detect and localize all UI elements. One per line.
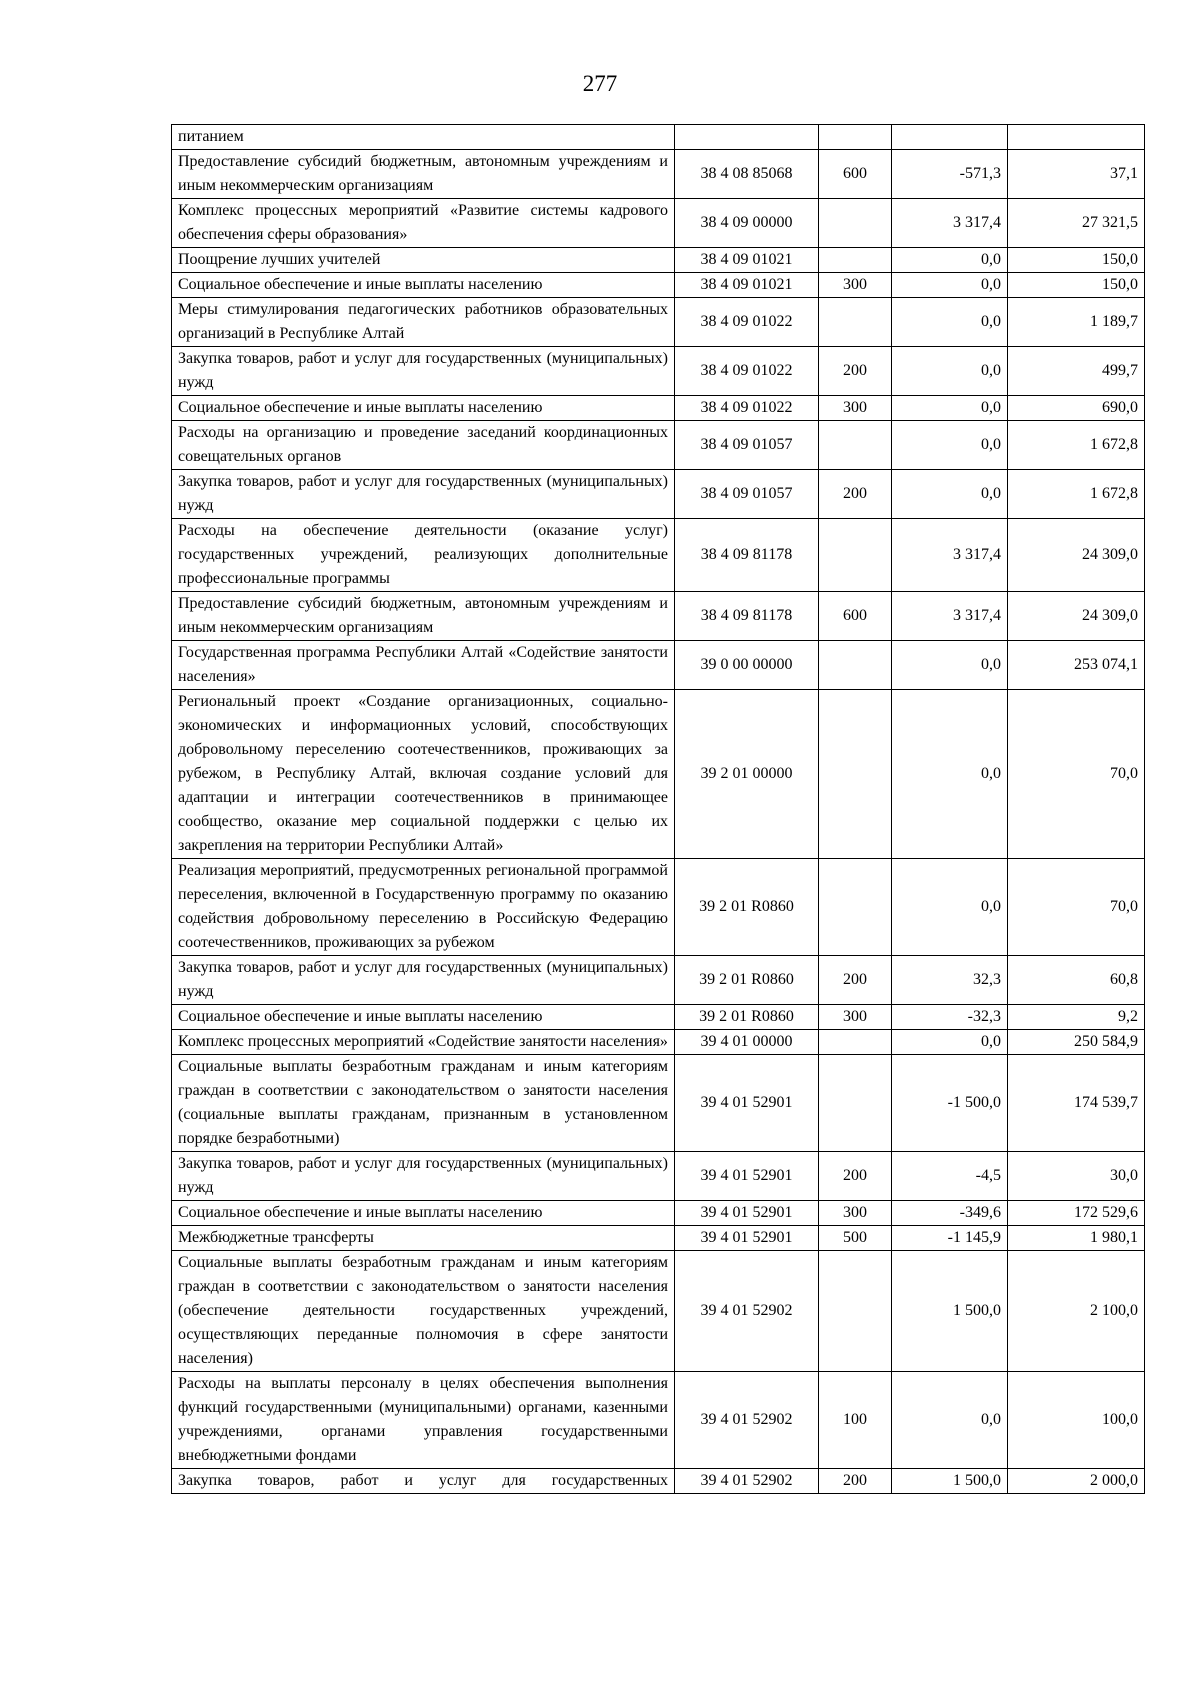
table-row bbox=[172, 470, 1145, 519]
item-name-cell: Реализация мероприятий, предусмотренных региональной программой переселения, включенной в Государственную программу по оказанию содействия добровольному переселению в Российскую Федерацию соотечественников, проживающих за рубежом bbox=[172, 859, 675, 956]
amount-total-cell: 150,0 bbox=[1008, 248, 1145, 273]
expense-type-cell: 500 bbox=[819, 1226, 892, 1251]
expense-type-cell bbox=[819, 298, 892, 347]
amount-change-cell: 0,0 bbox=[892, 641, 1008, 690]
amount-total-cell: 9,2 bbox=[1008, 1005, 1145, 1030]
expense-type-cell: 600 bbox=[819, 150, 892, 199]
expense-type-cell bbox=[819, 859, 892, 956]
amount-total-cell bbox=[1008, 125, 1145, 150]
table-row bbox=[172, 1005, 1145, 1030]
item-name-cell: Расходы на организацию и проведение заседаний координационных совещательных органов bbox=[172, 421, 675, 470]
expense-type-cell bbox=[819, 519, 892, 592]
target-code-cell: 39 4 01 52901 bbox=[675, 1226, 819, 1251]
expense-type-cell bbox=[819, 1055, 892, 1152]
page-number: 277 bbox=[582, 71, 618, 96]
item-name-cell: Закупка товаров, работ и услуг для государственных (муниципальных) нужд bbox=[172, 470, 675, 519]
item-name-cell: Межбюджетные трансферты bbox=[172, 1226, 675, 1251]
amount-change-cell: 0,0 bbox=[892, 298, 1008, 347]
table-row bbox=[172, 1251, 1145, 1372]
item-name-cell: Государственная программа Республики Алтай «Содействие занятости населения» bbox=[172, 641, 675, 690]
table-row bbox=[172, 956, 1145, 1005]
expense-type-cell: 300 bbox=[819, 396, 892, 421]
item-name-cell: Закупка товаров, работ и услуг для государственных (муниципальных) нужд bbox=[172, 956, 675, 1005]
table-row bbox=[172, 273, 1145, 298]
amount-change-cell bbox=[892, 125, 1008, 150]
expense-type-cell bbox=[819, 1030, 892, 1055]
table-row bbox=[172, 1055, 1145, 1152]
target-code-cell: 38 4 09 01022 bbox=[675, 396, 819, 421]
amount-change-cell: 0,0 bbox=[892, 396, 1008, 421]
item-name-cell: Социальное обеспечение и иные выплаты населению bbox=[172, 1201, 675, 1226]
target-code-cell: 38 4 09 81178 bbox=[675, 519, 819, 592]
amount-total-cell: 250 584,9 bbox=[1008, 1030, 1145, 1055]
amount-total-cell: 37,1 bbox=[1008, 150, 1145, 199]
item-name-cell: Региональный проект «Создание организационных, социально-экономических и информационных условий, способствующих добровольному переселению соотечественников, проживающих за рубежом, в Республику Алтай, включая создание условий для адаптации и интеграции соотечественников в принимающее сообщество, оказание мер социальной поддержки с целью их закрепления на территории Республики Алтай» bbox=[172, 690, 675, 859]
table-row bbox=[172, 396, 1145, 421]
table-row bbox=[172, 1469, 1145, 1494]
amount-total-cell: 30,0 bbox=[1008, 1152, 1145, 1201]
table-row bbox=[172, 641, 1145, 690]
amount-total-cell: 172 529,6 bbox=[1008, 1201, 1145, 1226]
amount-change-cell: -4,5 bbox=[892, 1152, 1008, 1201]
target-code-cell: 39 4 01 52902 bbox=[675, 1251, 819, 1372]
amount-change-cell: 32,3 bbox=[892, 956, 1008, 1005]
item-name-cell: Закупка товаров, работ и услуг для государственных bbox=[172, 1469, 675, 1494]
amount-total-cell: 27 321,5 bbox=[1008, 199, 1145, 248]
expense-type-cell: 300 bbox=[819, 1005, 892, 1030]
amount-change-cell: 0,0 bbox=[892, 248, 1008, 273]
amount-change-cell: 0,0 bbox=[892, 470, 1008, 519]
amount-total-cell: 70,0 bbox=[1008, 690, 1145, 859]
amount-total-cell: 174 539,7 bbox=[1008, 1055, 1145, 1152]
amount-change-cell: -32,3 bbox=[892, 1005, 1008, 1030]
amount-total-cell: 499,7 bbox=[1008, 347, 1145, 396]
amount-total-cell: 253 074,1 bbox=[1008, 641, 1145, 690]
amount-change-cell: 3 317,4 bbox=[892, 519, 1008, 592]
item-name-cell: Закупка товаров, работ и услуг для государственных (муниципальных) нужд bbox=[172, 347, 675, 396]
expense-type-cell: 200 bbox=[819, 347, 892, 396]
expense-type-cell: 600 bbox=[819, 592, 892, 641]
table-row bbox=[172, 1152, 1145, 1201]
table-row bbox=[172, 519, 1145, 592]
expense-type-cell bbox=[819, 1251, 892, 1372]
table-row bbox=[172, 248, 1145, 273]
table-row bbox=[172, 150, 1145, 199]
amount-total-cell: 1 672,8 bbox=[1008, 421, 1145, 470]
amount-change-cell: 0,0 bbox=[892, 1030, 1008, 1055]
target-code-cell: 39 4 01 52901 bbox=[675, 1055, 819, 1152]
target-code-cell: 38 4 09 01021 bbox=[675, 248, 819, 273]
amount-change-cell: 3 317,4 bbox=[892, 592, 1008, 641]
item-name-cell: Предоставление субсидий бюджетным, автономным учреждениям и иным некоммерческим организациям bbox=[172, 150, 675, 199]
item-name-cell: Поощрение лучших учителей bbox=[172, 248, 675, 273]
amount-total-cell: 100,0 bbox=[1008, 1372, 1145, 1469]
budget-table-body bbox=[172, 125, 1145, 1494]
expense-type-cell: 200 bbox=[819, 956, 892, 1005]
expense-type-cell: 300 bbox=[819, 1201, 892, 1226]
target-code-cell: 39 4 01 52901 bbox=[675, 1152, 819, 1201]
item-name-cell: Социальное обеспечение и иные выплаты населению bbox=[172, 273, 675, 298]
target-code-cell: 39 4 01 00000 bbox=[675, 1030, 819, 1055]
table-row bbox=[172, 1201, 1145, 1226]
table-row bbox=[172, 421, 1145, 470]
item-name-cell: Социальные выплаты безработным гражданам и иным категориям граждан в соответствии с законодательством о занятости населения (обеспечение деятельности государственных учреждений, осуществляющих переданные полномочия в сфере занятости населения) bbox=[172, 1251, 675, 1372]
table-row bbox=[172, 347, 1145, 396]
item-name-cell: Социальное обеспечение и иные выплаты населению bbox=[172, 1005, 675, 1030]
expense-type-cell: 200 bbox=[819, 1152, 892, 1201]
target-code-cell: 39 2 01 R0860 bbox=[675, 859, 819, 956]
budget-table bbox=[171, 124, 1145, 1494]
item-name-cell: Закупка товаров, работ и услуг для государственных (муниципальных) нужд bbox=[172, 1152, 675, 1201]
amount-total-cell: 24 309,0 bbox=[1008, 592, 1145, 641]
expense-type-cell bbox=[819, 125, 892, 150]
target-code-cell bbox=[675, 125, 819, 150]
target-code-cell: 38 4 08 85068 bbox=[675, 150, 819, 199]
amount-change-cell: -571,3 bbox=[892, 150, 1008, 199]
table-row bbox=[172, 298, 1145, 347]
target-code-cell: 39 2 01 00000 bbox=[675, 690, 819, 859]
amount-change-cell: 0,0 bbox=[892, 421, 1008, 470]
expense-type-cell: 300 bbox=[819, 273, 892, 298]
table-row bbox=[172, 859, 1145, 956]
target-code-cell: 39 4 01 52902 bbox=[675, 1372, 819, 1469]
target-code-cell: 39 2 01 R0860 bbox=[675, 956, 819, 1005]
table-row bbox=[172, 125, 1145, 150]
amount-total-cell: 2 000,0 bbox=[1008, 1469, 1145, 1494]
target-code-cell: 39 2 01 R0860 bbox=[675, 1005, 819, 1030]
item-name-cell: Комплекс процессных мероприятий «Развитие системы кадрового обеспечения сферы образования» bbox=[172, 199, 675, 248]
amount-total-cell: 1 189,7 bbox=[1008, 298, 1145, 347]
item-name-cell: Комплекс процессных мероприятий «Содействие занятости населения» bbox=[172, 1030, 675, 1055]
item-name-cell: Расходы на обеспечение деятельности (оказание услуг) государственных учреждений, реализующих дополнительные профессиональные программы bbox=[172, 519, 675, 592]
table-row bbox=[172, 199, 1145, 248]
item-name-cell: Расходы на выплаты персоналу в целях обеспечения выполнения функций государственными (муниципальными) органами, казенными учреждениями, органами управления государственными внебюджетными фондами bbox=[172, 1372, 675, 1469]
target-code-cell: 38 4 09 01021 bbox=[675, 273, 819, 298]
amount-total-cell: 60,8 bbox=[1008, 956, 1145, 1005]
target-code-cell: 38 4 09 01022 bbox=[675, 347, 819, 396]
amount-total-cell: 690,0 bbox=[1008, 396, 1145, 421]
expense-type-cell: 200 bbox=[819, 470, 892, 519]
expense-type-cell bbox=[819, 421, 892, 470]
amount-change-cell: 0,0 bbox=[892, 690, 1008, 859]
table-row bbox=[172, 1372, 1145, 1469]
expense-type-cell bbox=[819, 690, 892, 859]
expense-type-cell bbox=[819, 199, 892, 248]
target-code-cell: 38 4 09 81178 bbox=[675, 592, 819, 641]
expense-type-cell bbox=[819, 248, 892, 273]
amount-change-cell: 3 317,4 bbox=[892, 199, 1008, 248]
item-name-cell: Меры стимулирования педагогических работников образовательных организаций в Республике Алтай bbox=[172, 298, 675, 347]
item-name-cell: Социальные выплаты безработным гражданам и иным категориям граждан в соответствии с законодательством о занятости населения (социальные выплаты гражданам, признанным в установленном порядке безработными) bbox=[172, 1055, 675, 1152]
table-row bbox=[172, 1030, 1145, 1055]
amount-change-cell: 0,0 bbox=[892, 273, 1008, 298]
target-code-cell: 39 0 00 00000 bbox=[675, 641, 819, 690]
target-code-cell: 38 4 09 00000 bbox=[675, 199, 819, 248]
amount-change-cell: 0,0 bbox=[892, 859, 1008, 956]
amount-change-cell: 0,0 bbox=[892, 1372, 1008, 1469]
target-code-cell: 39 4 01 52902 bbox=[675, 1469, 819, 1494]
item-name-cell: питанием bbox=[172, 125, 675, 150]
table-row bbox=[172, 690, 1145, 859]
target-code-cell: 38 4 09 01057 bbox=[675, 470, 819, 519]
target-code-cell: 38 4 09 01057 bbox=[675, 421, 819, 470]
amount-total-cell: 150,0 bbox=[1008, 273, 1145, 298]
amount-change-cell: 1 500,0 bbox=[892, 1251, 1008, 1372]
table-row bbox=[172, 592, 1145, 641]
amount-change-cell: 1 500,0 bbox=[892, 1469, 1008, 1494]
target-code-cell: 38 4 09 01022 bbox=[675, 298, 819, 347]
amount-total-cell: 1 672,8 bbox=[1008, 470, 1145, 519]
target-code-cell: 39 4 01 52901 bbox=[675, 1201, 819, 1226]
item-name-cell: Социальное обеспечение и иные выплаты населению bbox=[172, 396, 675, 421]
amount-total-cell: 24 309,0 bbox=[1008, 519, 1145, 592]
amount-change-cell: -349,6 bbox=[892, 1201, 1008, 1226]
expense-type-cell bbox=[819, 641, 892, 690]
item-name-cell: Предоставление субсидий бюджетным, автономным учреждениям и иным некоммерческим организациям bbox=[172, 592, 675, 641]
amount-total-cell: 70,0 bbox=[1008, 859, 1145, 956]
expense-type-cell: 200 bbox=[819, 1469, 892, 1494]
amount-change-cell: 0,0 bbox=[892, 347, 1008, 396]
expense-type-cell: 100 bbox=[819, 1372, 892, 1469]
table-row bbox=[172, 1226, 1145, 1251]
amount-total-cell: 1 980,1 bbox=[1008, 1226, 1145, 1251]
amount-change-cell: -1 500,0 bbox=[892, 1055, 1008, 1152]
amount-total-cell: 2 100,0 bbox=[1008, 1251, 1145, 1372]
amount-change-cell: -1 145,9 bbox=[892, 1226, 1008, 1251]
